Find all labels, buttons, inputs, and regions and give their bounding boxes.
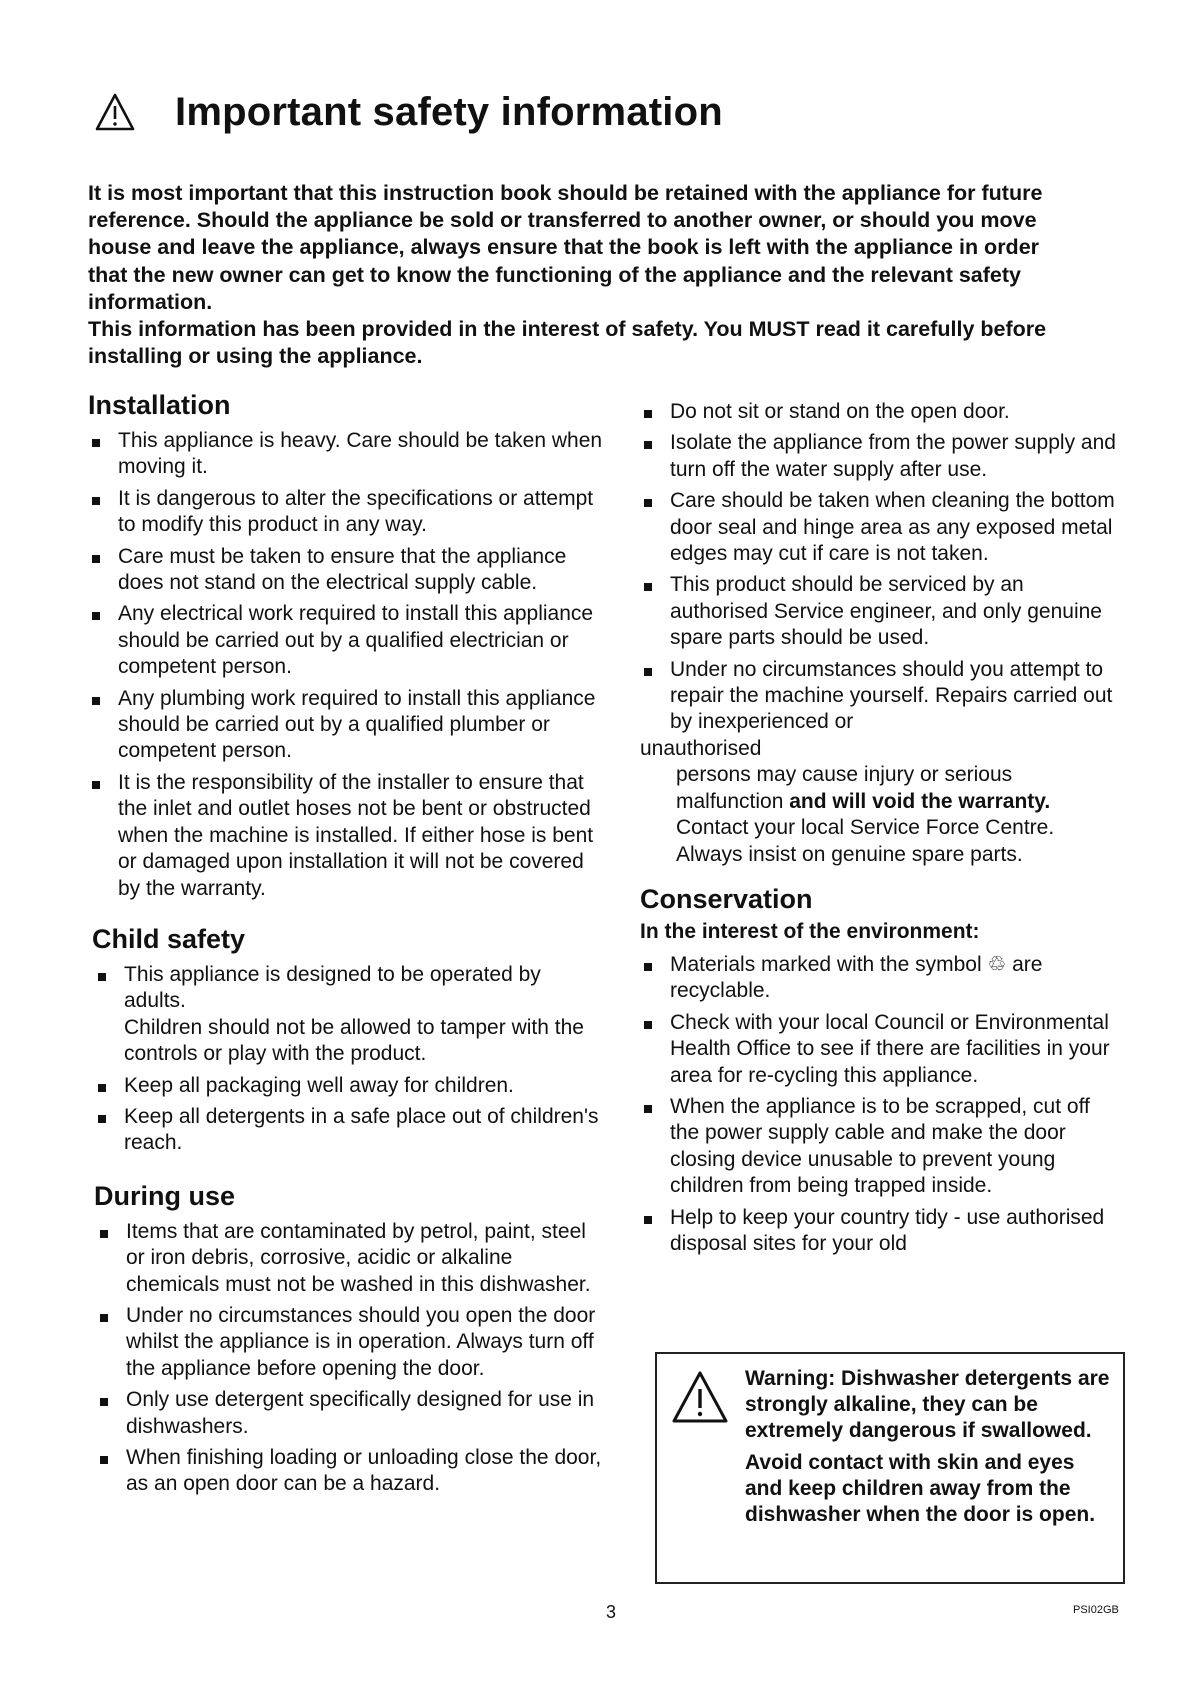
list-item: When the appliance is to be scrapped, cut off the power supply cable and make the door closing device unusable to prevent young children from being trapped inside. [640,1094,1120,1200]
child-safety-list [88,962,608,1157]
list-item: Check with your local Council or Environmental Health Office to see if there are facilities in your area for re-cycling this appliance. [640,1010,1120,1089]
page-header [95,84,723,140]
intro-text [88,180,1078,370]
list-item: Keep all detergents in a safe place out of children's reach. [94,1104,608,1157]
list-item-text: This appliance is designed to be operated by adults. [124,962,541,1013]
list-item-text: Materials marked with the symbol [670,952,982,976]
list-item: Keep all packaging well away for children. [94,1073,608,1099]
document-code: PSI02GB [1073,1604,1119,1616]
page-title: Important safety information [175,89,723,134]
list-item: This appliance is heavy. Care should be taken when moving it. [88,428,608,481]
warning-text [745,1366,1115,1533]
during-use-list [88,1219,608,1498]
list-item: Care should be taken when cleaning the bottom door seal and hinge area as any exposed metal edges may cut if care is not taken. [640,488,1120,567]
page-number: 3 [606,1602,617,1622]
repair-persons-text: persons may cause injury or serious malfunction [676,763,1013,813]
warning-paragraph: Avoid contact with skin and eyes and keep children away from the dishwasher when the door is open. [745,1450,1096,1527]
list-item: Items that are contaminated by petrol, paint, steel or iron debris, corrosive, acidic or alkaline chemicals must not be washed in this dishwasher. [96,1219,608,1298]
child-safety-heading: Child safety [92,923,246,954]
intro-paragraph: It is most important that this instruction book should be retained with the appliance for future reference. Should the appliance be sold or transferred to another owner, or should you move house and leave the appliance, always ensure that the book is left with the appliance in order that the new owner can get to know the functioning of the appliance and the relevant safety information. [88,181,1043,314]
list-item [640,952,1120,1005]
list-item [94,962,608,1068]
list-item-text: Children should not be allowed to tamper with the controls or play with the product. [124,1015,584,1066]
left-column [88,390,608,1503]
list-item [640,657,1120,868]
list-item: Help to keep your country tidy - use authorised disposal sites for your old [640,1205,1120,1258]
repair-contact-text: Contact your local Service Force Centre. Always insist on genuine spare parts. [676,816,1055,866]
list-item: Only use detergent specifically designed for use in dishwashers. [96,1387,608,1440]
conservation-subheading: In the interest of the environment: [640,919,980,943]
warning-box [655,1352,1125,1584]
usage-list [640,399,1120,868]
list-item-text: Under no circumstances should you attempt to repair the machine yourself. Repairs carried out by inexperienced or [670,657,1113,734]
warning-triangle-icon [95,92,135,132]
list-item: Isolate the appliance from the power supply and turn off the water supply after use. [640,430,1120,483]
installation-list [88,428,608,902]
recycle-icon: ♲ [987,952,1007,976]
list-item-text [670,762,1120,868]
during-use-heading: During use [94,1180,236,1211]
list-item: Under no circumstances should you open the door whilst the appliance is in operation. Always turn off the appliance before opening the door. [96,1303,608,1382]
right-column [640,400,1120,1262]
intro-paragraph: This information has been provided in the interest of safety. You MUST read it carefully before installing or using the appliance. [88,317,1047,369]
warning-paragraph: Warning: Dishwasher detergents are strongly alkaline, they can be extremely dangerous if swallowed. [745,1367,1110,1443]
list-item: This product should be serviced by an authorised Service engineer, and only genuine spare parts should be used. [640,572,1120,651]
conservation-list [640,952,1120,1257]
list-item: When finishing loading or unloading close the door, as an open door can be a hazard. [96,1445,608,1498]
warning-triangle-icon [671,1370,729,1424]
list-item: Care must be taken to ensure that the appliance does not stand on the electrical supply cable. [88,544,608,597]
list-item-text: unauthorised [640,736,762,760]
list-item-text: are recyclable. [670,952,1043,1003]
conservation-heading: Conservation [640,883,813,914]
list-item: Any electrical work required to install this appliance should be carried out by a qualified electrician or competent person. [88,601,608,680]
installation-heading: Installation [88,390,231,420]
list-item: It is dangerous to alter the specifications or attempt to modify this product in any way. [88,486,608,539]
list-item: Do not sit or stand on the open door. [640,399,1120,425]
list-item: It is the responsibility of the installer to ensure that the inlet and outlet hoses not be bent or obstructed when the machine is installed. If either hose is bent or damaged upon installation it will not be covered by the warranty. [88,770,608,902]
list-item: Any plumbing work required to install this appliance should be carried out by a qualified plumber or competent person. [88,686,608,765]
warranty-text: and will void the warranty. [789,789,1051,813]
